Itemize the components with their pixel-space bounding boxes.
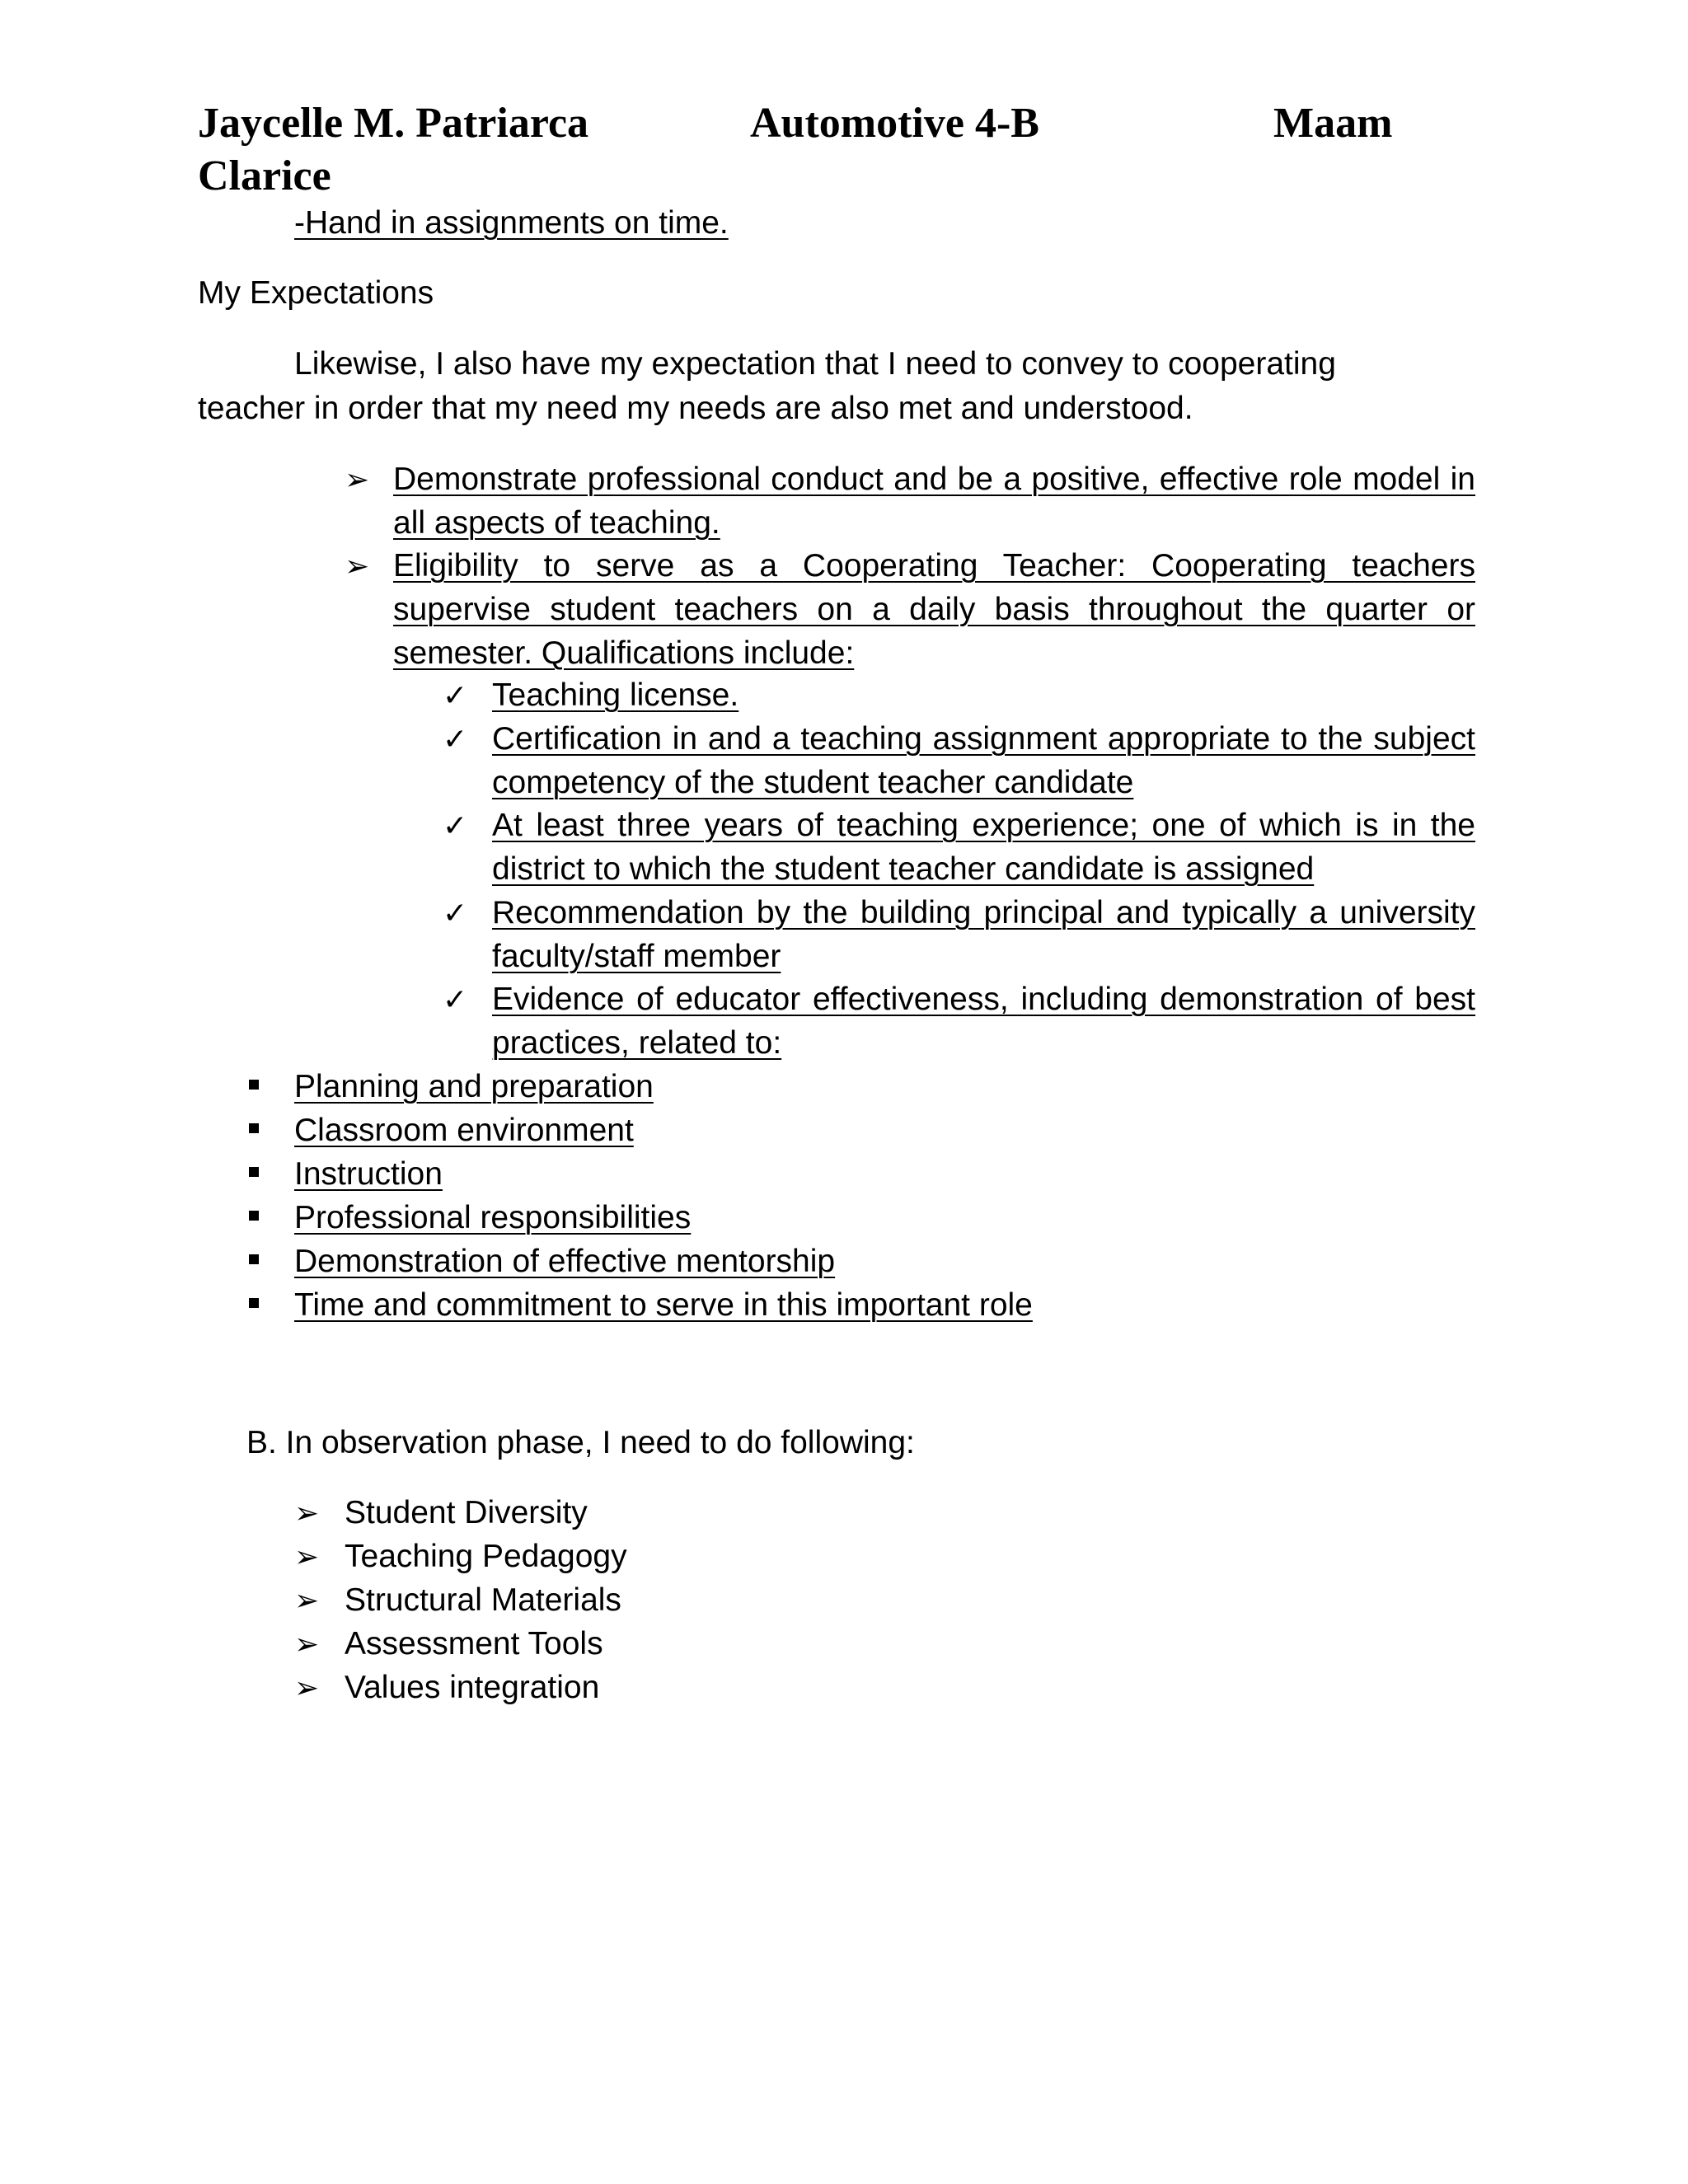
check-icon: ✓ (443, 678, 468, 712)
check-item-text: Recommendation by the building principal and typically a university faculty/staff member (492, 895, 1475, 974)
square-bullet-icon (249, 1080, 259, 1090)
arrow-item-text: Eligibility to serve as a Cooperating Teacher: Cooperating teachers supervise student teachers on a daily basis throughout the quarter or semester. Qualifications include: (393, 548, 1475, 671)
square-item-4: Professional responsibilities (294, 1200, 692, 1235)
observation-item-1: Student Diversity (345, 1495, 588, 1530)
intro-line-2: teacher in order that my need my needs are also met and understood. (198, 391, 1193, 426)
square-bullet-icon (249, 1211, 259, 1221)
square-bullet-icon (249, 1123, 259, 1133)
arrow-bullet-icon: ➢ (345, 549, 370, 583)
check-item-5 (492, 977, 1475, 1065)
check-icon: ✓ (443, 722, 468, 756)
check-item-4 (492, 891, 1475, 978)
square-bullet-icon (249, 1167, 259, 1177)
check-icon: ✓ (443, 896, 468, 930)
arrow-bullet-icon: ➢ (294, 1583, 320, 1617)
check-item-2 (492, 717, 1475, 804)
arrow-bullet-icon: ➢ (294, 1671, 320, 1704)
check-item-text: Certification in and a teaching assignment appropriate to the subject competency of the student teacher candidate (492, 721, 1475, 800)
top-line: -Hand in assignments on time. (294, 205, 729, 241)
teacher-name-line1: Maam (1273, 100, 1393, 147)
square-item-1: Planning and preparation (294, 1069, 654, 1104)
check-item-text: Evidence of educator effectiveness, including demonstration of best practices, related to: (492, 982, 1475, 1061)
square-item-2: Classroom environment (294, 1113, 634, 1148)
observation-item-3: Structural Materials (345, 1582, 621, 1618)
arrow-item-2 (393, 544, 1475, 675)
square-item-6: Time and commitment to serve in this important role (294, 1287, 1033, 1323)
observation-item-5: Values integration (345, 1670, 600, 1705)
course-name: Automotive 4-B (750, 100, 1039, 147)
observation-item-2: Teaching Pedagogy (345, 1539, 627, 1574)
arrow-bullet-icon: ➢ (294, 1540, 320, 1573)
arrow-item-1 (393, 457, 1475, 545)
arrow-item-text: Demonstrate professional conduct and be a positive, effective role model in all aspects of teaching. (393, 462, 1475, 541)
student-name: Jaycelle M. Patriarca (198, 100, 589, 147)
intro-line-1: Likewise, I also have my expectation that I need to convey to cooperating (294, 346, 1336, 382)
square-bullet-icon (249, 1254, 259, 1264)
observation-item-4: Assessment Tools (345, 1626, 603, 1661)
check-item-text: At least three years of teaching experience; one of which is in the district to which the student teacher candidate is assigned (492, 808, 1475, 887)
teacher-name-line2: Clarice (198, 152, 331, 199)
square-item-3: Instruction (294, 1156, 443, 1192)
arrow-bullet-icon: ➢ (345, 462, 370, 496)
section-b-heading: B. In observation phase, I need to do following: (246, 1425, 915, 1460)
arrow-bullet-icon: ➢ (294, 1496, 320, 1530)
square-item-5: Demonstration of effective mentorship (294, 1244, 836, 1279)
arrow-bullet-icon: ➢ (294, 1627, 320, 1661)
check-item-text: Teaching license. (492, 677, 739, 713)
check-icon: ✓ (443, 982, 468, 1016)
check-item-3 (492, 804, 1475, 891)
section-title: My Expectations (198, 275, 434, 311)
square-bullet-icon (249, 1298, 259, 1308)
check-item-1 (492, 673, 1475, 717)
check-icon: ✓ (443, 808, 468, 842)
